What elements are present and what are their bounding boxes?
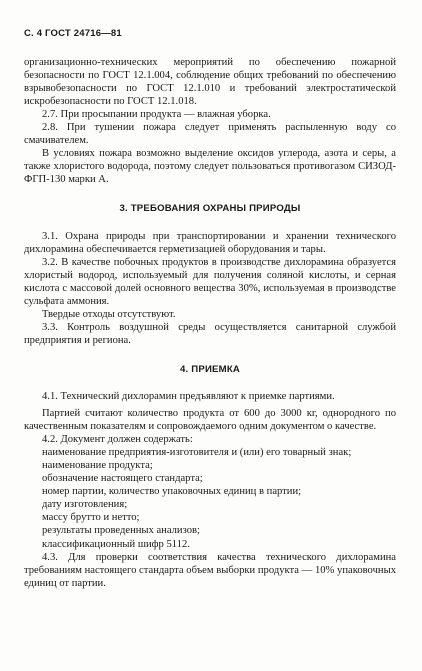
list-item-manufacturer: наименование предприятия-изготовителя и (или) его товарный знак; [42,447,352,459]
document-body [24,56,396,590]
page-header: С. 4 ГОСТ 24716—81 [24,28,122,39]
paragraph-2-7: 2.7. При просыпании продукта — влажная уборка. [42,109,271,121]
list-item-product-name: наименование продукта; [42,460,153,472]
paragraph-2-8: 2.8. При тушении пожара следует применять распыленную воду со смачивателем. [24,122,396,147]
paragraph-4-2: 4.2. Документ должен содержать: [42,434,193,446]
paragraph-3-1: 3.1. Охрана природы при транспортировании и хранении технического дихлорамина обеспечивается герметизацией оборудования и тары. [24,230,396,255]
paragraph-3-2: 3.2. В качестве побочных продуктов в производстве дихлорамина образуется хлористый водород, используемый для получения соляной кислоты, и серная кислота с массовой долей основного вещества 30%, используемая в производстве сульфата аммония. [24,256,396,307]
paragraph-fire-conditions: В условиях пожара возможно выделение оксидов углерода, азота и серы, а также хлористого водорода, поэтому следует пользоваться противогазом СИЗОД-ФГП-130 марки А. [24,148,396,186]
paragraph-4-1: 4.1. Технический дихлорамин предъявляют к приемке партиями. [42,390,335,402]
section-3-title: 3. ТРЕБОВАНИЯ ОХРАНЫ ПРИРОДЫ [119,203,301,215]
paragraph-3-3: 3.3. Контроль воздушной среды осуществляется санитарной службой предприятия и региона. [24,321,396,346]
paragraph-fire-safety: организационно-технических мероприятий по обеспечению пожарной безопасности по ГОСТ 12.1.004, соблюдение общих требований по обеспечению взрывобезопасности по ГОСТ 12.1.010 и требований электростатической искробезопасности по ГОСТ 12.1.018. [24,57,396,108]
list-item-batch-number: номер партии, количество упаковочных единиц в партии; [42,486,302,498]
list-item-classification-code: классификационный шифр 5112. [42,538,190,550]
paragraph-batch-definition: Партией считают количество продукта от 600 до 3000 кг, однородного по качественным показателям и сопровождаемого одним документом о качестве. [24,408,396,433]
list-item-manufacture-date: дату изготовления; [42,499,128,511]
section-4-title: 4. ПРИЕМКА [179,363,241,375]
paragraph-solid-waste: Твердые отходы отсутствуют. [42,308,176,320]
paragraph-4-3: 4.3. Для проверки соответствия качества технического дихлорамина требованиям настоящего стандарта объем выборки продукта — 10% упаковочных единиц от партии. [24,551,396,589]
list-item-standard-designation: обозначение настоящего стандарта; [42,473,203,485]
list-item-analysis-results: результаты проведенных анализов; [42,525,200,537]
list-item-gross-net-mass: массу брутто и нетто; [42,512,140,524]
